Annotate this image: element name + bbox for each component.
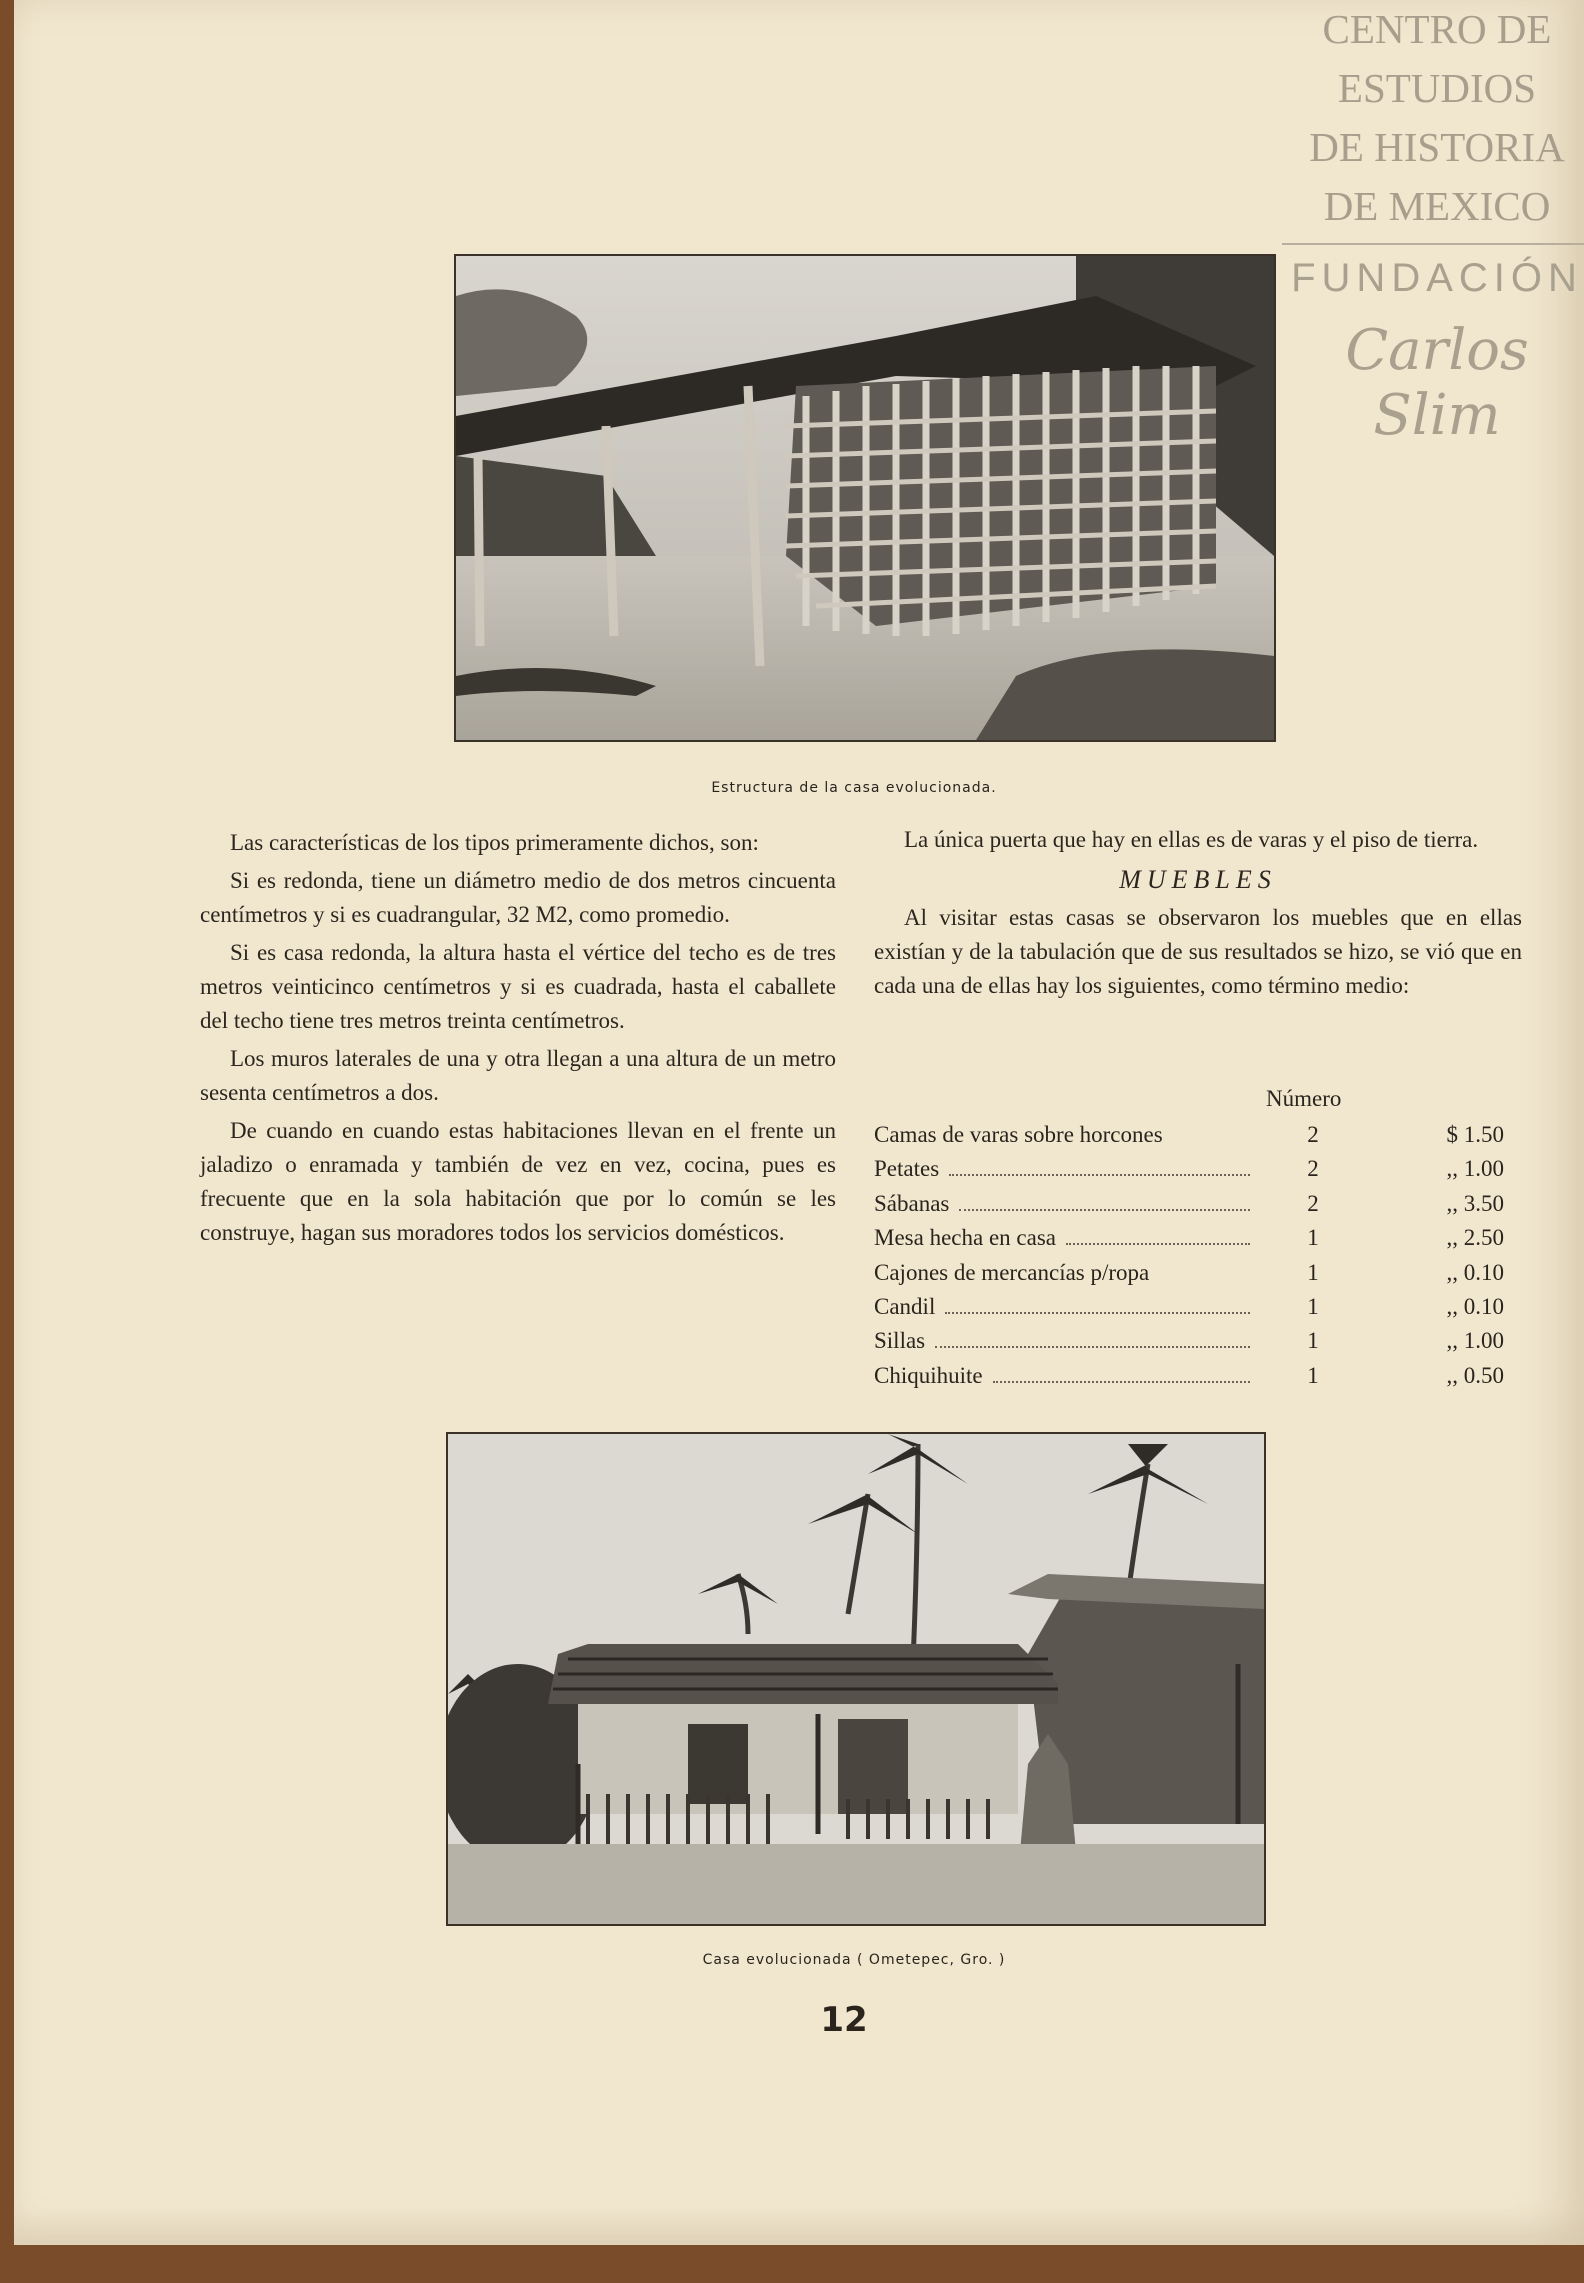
- furniture-table: [874, 1118, 1504, 1393]
- paragraph: Si es casa redonda, la altura hasta el vértice del techo es de tres metros veinticinco centímetros y si es cuadrada, hasta el caballete del techo tiene tres metros treinta centímetros.: [200, 940, 836, 1033]
- table-row: [874, 1152, 1504, 1186]
- item-name: Mesa hecha en casa: [874, 1225, 1056, 1251]
- item-count: 1: [1307, 1259, 1319, 1285]
- watermark-line: ESTUDIOS: [1337, 65, 1537, 111]
- photo-house-ometepec: [446, 1432, 1266, 1926]
- item-price: ,, 2.50: [1446, 1225, 1504, 1251]
- photo-house-structure: [454, 254, 1276, 742]
- section-heading: MUEBLES: [1119, 865, 1277, 894]
- watermark-line: DE MEXICO: [1323, 183, 1551, 229]
- item-name: Cajones de mercancías p/ropa: [874, 1259, 1150, 1285]
- watermark-line: CENTRO DE: [1322, 6, 1552, 52]
- dot-leader: [935, 1324, 1250, 1348]
- dot-leader: [959, 1187, 1250, 1211]
- watermark-institution: [1276, 0, 1584, 236]
- text-column-left: [200, 826, 836, 1254]
- item-count: 1: [1307, 1225, 1319, 1251]
- item-price: $ 1.50: [1446, 1122, 1504, 1147]
- watermark-fundacion: FUNDACIÓN: [1291, 256, 1583, 300]
- item-price: ,, 1.00: [1446, 1328, 1504, 1354]
- paragraph: Las características de los tipos primeramente dichos, son:: [230, 830, 759, 855]
- document-page: [14, 0, 1584, 2245]
- table-row: [874, 1290, 1504, 1324]
- item-price: ,, 0.10: [1446, 1259, 1504, 1285]
- item-count: 1: [1307, 1362, 1319, 1388]
- item-name: Sillas: [874, 1328, 926, 1354]
- paragraph: De cuando en cuando estas habitaciones llevan en el frente un jaladizo o enramada y también de vez en vez, cocina, pues es frecuente que en la sola habitación que por lo común se les construye, hagan sus moradores todos los servicios domésticos.: [200, 1118, 836, 1245]
- table-row: [874, 1118, 1504, 1152]
- figure-caption: Estructura de la casa evolucionada.: [711, 780, 997, 796]
- dot-leader: [993, 1359, 1250, 1383]
- table-header-number: Número: [1266, 1086, 1342, 1111]
- table-row: [874, 1221, 1504, 1255]
- item-count: 1: [1307, 1328, 1319, 1354]
- paragraph: La única puerta que hay en ellas es de varas y el piso de tierra.: [904, 827, 1479, 852]
- item-name: Chiquihuite: [874, 1362, 983, 1388]
- item-count: 2: [1307, 1190, 1319, 1216]
- table-row: [874, 1324, 1504, 1358]
- figure-caption: Casa evolucionada ( Ometepec, Gro. ): [702, 1952, 1006, 1968]
- dot-leader: [945, 1290, 1250, 1314]
- item-count: 2: [1307, 1156, 1319, 1182]
- dot-leader: [949, 1152, 1250, 1176]
- paragraph: Si es redonda, tiene un diámetro medio de dos metros cincuenta centímetros y si es cuadrangular, 32 M2, como promedio.: [200, 868, 836, 927]
- table-row: [874, 1187, 1504, 1221]
- paragraph: Al visitar estas casas se observaron los muebles que en ellas existían y de la tabulación que de sus resultados se hizo, se vió que en cada una de ellas hay los siguientes, como término medio:: [874, 905, 1522, 998]
- item-price: ,, 3.50: [1446, 1190, 1504, 1216]
- item-price: ,, 0.10: [1446, 1293, 1504, 1319]
- table-row: [874, 1359, 1504, 1393]
- item-name: Camas de varas sobre horcones: [874, 1122, 1163, 1147]
- item-price: ,, 1.00: [1446, 1156, 1504, 1182]
- item-count: 2: [1307, 1122, 1319, 1147]
- item-count: 1: [1307, 1293, 1319, 1319]
- dot-leader: [1066, 1221, 1250, 1245]
- watermark-line: DE HISTORIA: [1309, 124, 1565, 170]
- watermark-divider: [1282, 243, 1584, 245]
- item-price: ,, 0.50: [1446, 1362, 1504, 1388]
- page-number: 12: [820, 2000, 868, 2040]
- item-name: Sábanas: [874, 1190, 950, 1216]
- paragraph: Los muros laterales de una y otra llegan a una altura de un metro sesenta centímetros a dos.: [200, 1046, 836, 1105]
- text-column-right: [874, 823, 1522, 1007]
- table-row: [874, 1256, 1504, 1290]
- item-name: Petates: [874, 1156, 940, 1182]
- item-name: Candil: [874, 1293, 936, 1319]
- watermark-signature: Carlos Slim: [1345, 318, 1529, 448]
